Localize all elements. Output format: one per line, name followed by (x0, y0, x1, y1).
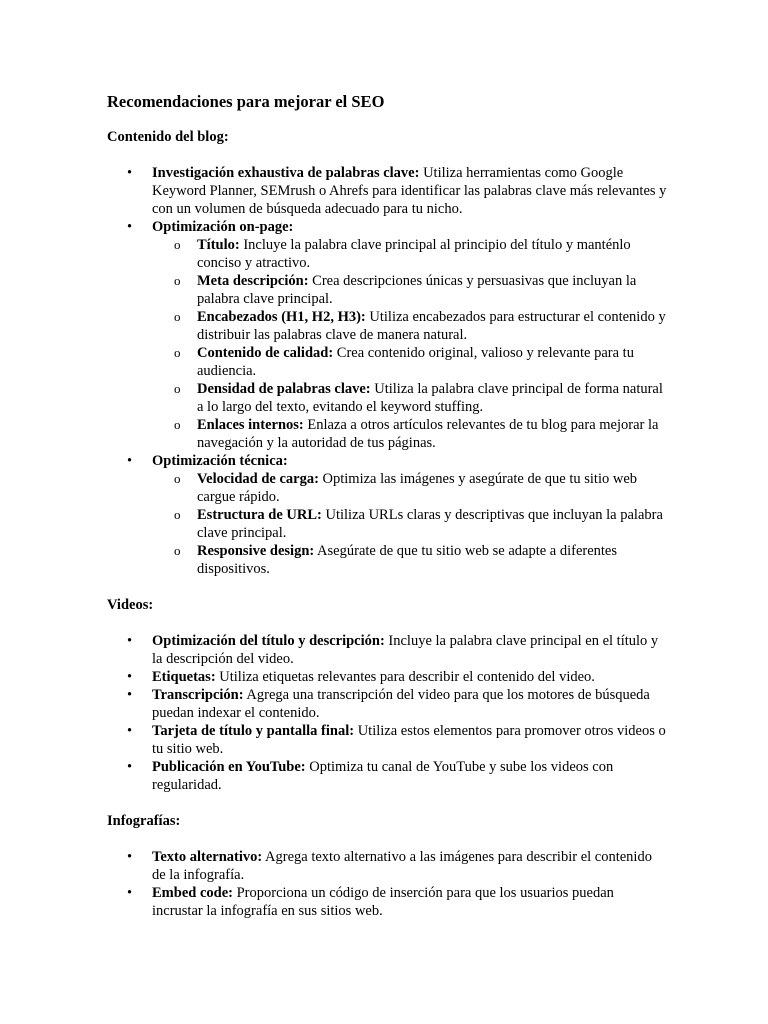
list-item (107, 452, 667, 578)
item-text: Utiliza encabezados para estructurar el contenido y distribuir las palabras clave de manera natural. (197, 309, 666, 343)
infografias-list (107, 848, 667, 920)
sub-list-item (152, 344, 667, 380)
item-label: Texto alternativo: (152, 849, 263, 865)
item-text: Utiliza la palabra clave principal de forma natural a lo largo del texto, evitando el keyword stuffing. (197, 381, 663, 415)
item-text: Optimiza tu canal de YouTube y sube los videos con regularidad. (152, 759, 614, 793)
item-text: Incluye la palabra clave principal en el título y la descripción del video. (152, 633, 659, 667)
list-item (107, 164, 667, 218)
item-text: Enlaza a otros artículos relevantes de tu blog para mejorar la navegación y la autoridad de tus páginas. (197, 417, 659, 451)
item-label: Encabezados (H1, H2, H3): (197, 309, 366, 325)
item-label: Embed code: (152, 885, 233, 901)
item-label: Transcripción: (152, 687, 244, 703)
item-label: Etiquetas: (152, 669, 216, 685)
document-title: Recomendaciones para mejorar el SEO (107, 92, 385, 111)
sub-list (152, 470, 667, 578)
section-heading-videos: Videos: (107, 597, 154, 613)
sub-list (152, 236, 667, 452)
list-item (107, 218, 667, 452)
item-text: Optimiza las imágenes y asegúrate de que tu sitio web cargue rápido. (197, 471, 638, 505)
item-text: Utiliza URLs claras y descriptivas que incluyan la palabra clave principal. (197, 507, 663, 541)
item-label: Título: (197, 237, 240, 253)
item-text: Utiliza etiquetas relevantes para describir el contenido del video. (215, 669, 595, 685)
list-item (107, 848, 667, 884)
sub-list-item (152, 380, 667, 416)
item-text: Proporciona un código de inserción para que los usuarios puedan incrustar la infografía en sus sitios web. (152, 885, 614, 919)
item-label: Enlaces internos: (197, 417, 304, 433)
item-label: Tarjeta de título y pantalla final: (152, 723, 355, 739)
item-label: Velocidad de carga: (197, 471, 319, 487)
item-label: Publicación en YouTube: (152, 759, 306, 775)
sub-list-item (152, 272, 667, 308)
item-label: Meta descripción: (197, 273, 309, 289)
sub-list-item (152, 506, 667, 542)
item-label: Optimización on-page: (152, 219, 294, 235)
section-heading-infografias: Infografías: (107, 813, 181, 829)
document-page (107, 92, 667, 920)
item-label: Responsive design: (197, 543, 315, 559)
item-text: Incluye la palabra clave principal al principio del título y manténlo conciso y atractivo. (197, 237, 631, 271)
section-heading-blog: Contenido del blog: (107, 129, 229, 145)
item-text: Asegúrate de que tu sitio web se adapte a diferentes dispositivos. (197, 543, 618, 577)
item-text: Agrega texto alternativo a las imágenes para describir el contenido de la infografía. (152, 849, 652, 883)
list-item (107, 884, 667, 920)
videos-list (107, 632, 667, 794)
sub-list-item (152, 542, 667, 578)
item-label: Contenido de calidad: (197, 345, 334, 361)
item-label: Optimización del título y descripción: (152, 633, 385, 649)
item-text: Crea contenido original, valioso y relevante para tu audiencia. (197, 345, 634, 379)
blog-list (107, 164, 667, 578)
list-item (107, 686, 667, 722)
item-label: Optimización técnica: (152, 453, 288, 469)
item-text: Agrega una transcripción del video para que los motores de búsqueda puedan indexar el contenido. (152, 687, 650, 721)
item-text: Crea descripciones únicas y persuasivas que incluyan la palabra clave principal. (197, 273, 637, 307)
list-item (107, 758, 667, 794)
item-label: Investigación exhaustiva de palabras clave: (152, 165, 420, 181)
item-text: Utiliza estos elementos para promover otros videos o tu sitio web. (152, 723, 666, 757)
item-label: Estructura de URL: (197, 507, 322, 523)
list-item (107, 668, 667, 686)
sub-list-item (152, 470, 667, 506)
item-text: Utiliza herramientas como Google Keyword Planner, SEMrush o Ahrefs para identificar las palabras clave más relevantes y con un volumen de búsqueda adecuado para tu nicho. (152, 165, 667, 217)
sub-list-item (152, 308, 667, 344)
list-item (107, 722, 667, 758)
list-item (107, 632, 667, 668)
sub-list-item (152, 236, 667, 272)
item-label: Densidad de palabras clave: (197, 381, 371, 397)
sub-list-item (152, 416, 667, 452)
